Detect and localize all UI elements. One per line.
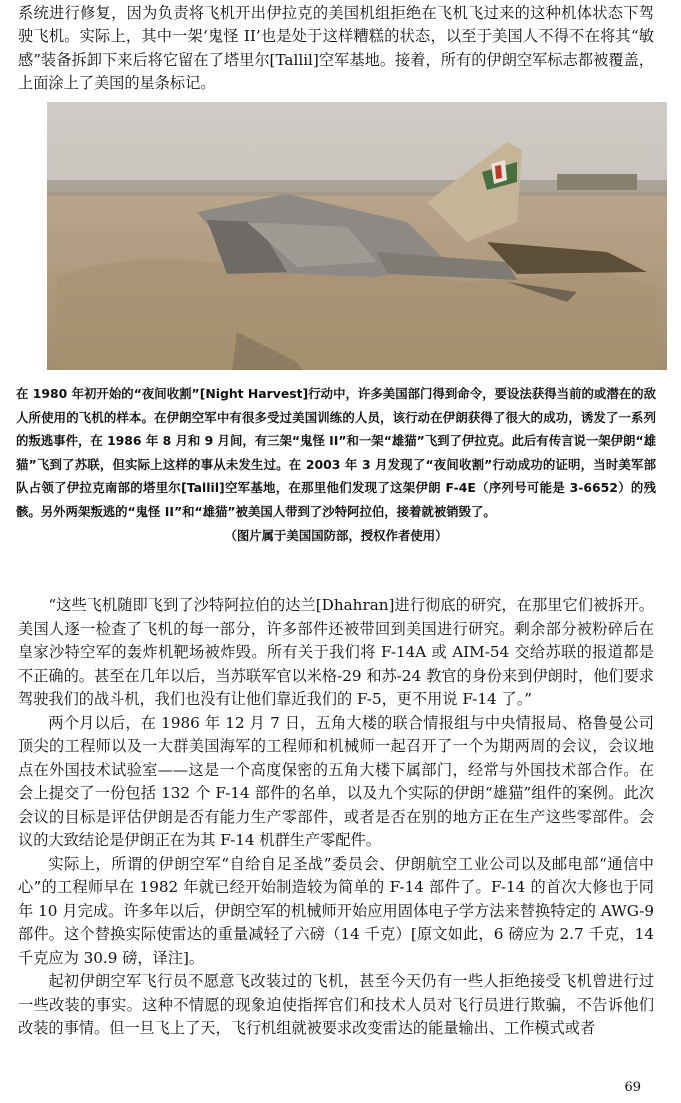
page-number: 69: [624, 1080, 641, 1095]
body-paragraph: 起初伊朗空军飞行员不愿意飞改装过的飞机，甚至今天仍有一些人拒绝接受飞机曾进行过一些改装的事实。这种不情愿的现象迫使指挥官们和技术人员对飞行员进行欺骗，不告诉他们改装的事情。但一旦飞上了天，飞行机组就被要求改变雷达的能量输出、工作模式或者: [18, 972, 654, 1037]
body-paragraph: 两个月以后，在 1986 年 12 月 7 日，五角大楼的联合情报组与中央情报局、格鲁曼公司顶尖的工程师以及一大群美国海军的工程师和机械师一起召开了一个为期两周的会议，会议地点在外国技术试验室——这是一个高度保密的五角大楼下属部门，经常与外国技术部合作。在会上提交了一份包括 132 个 F-14 部件的名单，以及九个实际的伊朗“雄猫”组件的案例。此次会议的目标是评估伊朗是否有能力生产零部件，或者是否在别的地方正在生产这些零部件。会议的大致结论是伊朗正在为其 F-14 机群生产零配件。: [18, 713, 654, 849]
caption-credit: （图片属于美国国防部，授权作者使用）: [224, 527, 448, 543]
photo-caption: [16, 382, 656, 547]
caption-text: 在 1980 年初开始的“夜间收割”[Night Harvest]行动中，许多美国部门得到命令，要设法获得当前的或潜在的敌人所使用的飞机的样本。在伊朗空军中有很多受过美国训练的人员，该行动在伊朗获得了很大的成功，诱发了一系列的叛逃事件，在 1986 年 8 月和 9 月间，有三架“鬼怪 II”和一架“雄猫”飞到了伊拉克。此后有传言说一架伊朗“雄猫”飞到了苏联，但实际上这样的事从未发生过。在 2003 年 3 月发现了“夜间收割”行动成功的证明，当时美军部队占领了伊拉克南部的塔里尔[Tallil]空军基地，在那里他们发现了这架伊朗 F-4E（序列号可能是 3-6652）的残骸。另外两架叛逃的“鬼怪 II”和“雄猫”被美国人带到了沙特阿拉伯，接着就被销毁了。: [16, 386, 656, 519]
body-paragraph: “这些飞机随即飞到了沙特阿拉伯的达兰[Dhahran]进行彻底的研究，在那里它们被拆开。美国人逐一检查了飞机的每一部分，许多部件还被带回到美国进行研究。剩余部分被粉碎后在皇家沙特空军的轰炸机靶场被炸毁。所有关于我们将 F-14A 或 AIM-54 交给苏联的报道都是不正确的。甚至在几年以后，当苏联军官以米格-29 和苏-24 教官的身份来到伊朗时，他们要求驾驶我们的战斗机，我们也没有让他们靠近我们的 F-5，更不用说 F-14 了。”: [18, 596, 654, 708]
body-paragraph: 实际上，所谓的伊朗空军“自给自足圣战”委员会、伊朗航空工业公司以及邮电部“通信中心”的工程师早在 1982 年就已经开始制造较为简单的 F-14 部件了。F-14 的首次大修也于同年 10 月完成。许多年以后，伊朗空军的机械师开始应用固体电子学方法来替换特定的 AWG-9 部件。这个替换实际使雷达的重量减轻了六磅（14 千克）[原文如此，6 磅应为 2.7 千克，14 千克应为 30.9 磅，译注]。: [18, 854, 654, 967]
body-text: [18, 594, 654, 1041]
top-paragraph: 系统进行修复，因为负责将飞机开出伊拉克的美国机组拒绝在飞机飞过来的这种机体状态下驾驶飞机。实际上，其中一架‘鬼怪 II’也是处于这样糟糕的状态，以至于美国人不得不在将其“敏感”装备拆卸下来后将它留在了塔里尔[Tallil]空军基地。接着，所有的伊朗空军标志都被覆盖，上面涂上了美国的星条标记。: [18, 4, 654, 93]
aircraft-wreck-photo: [47, 102, 667, 370]
